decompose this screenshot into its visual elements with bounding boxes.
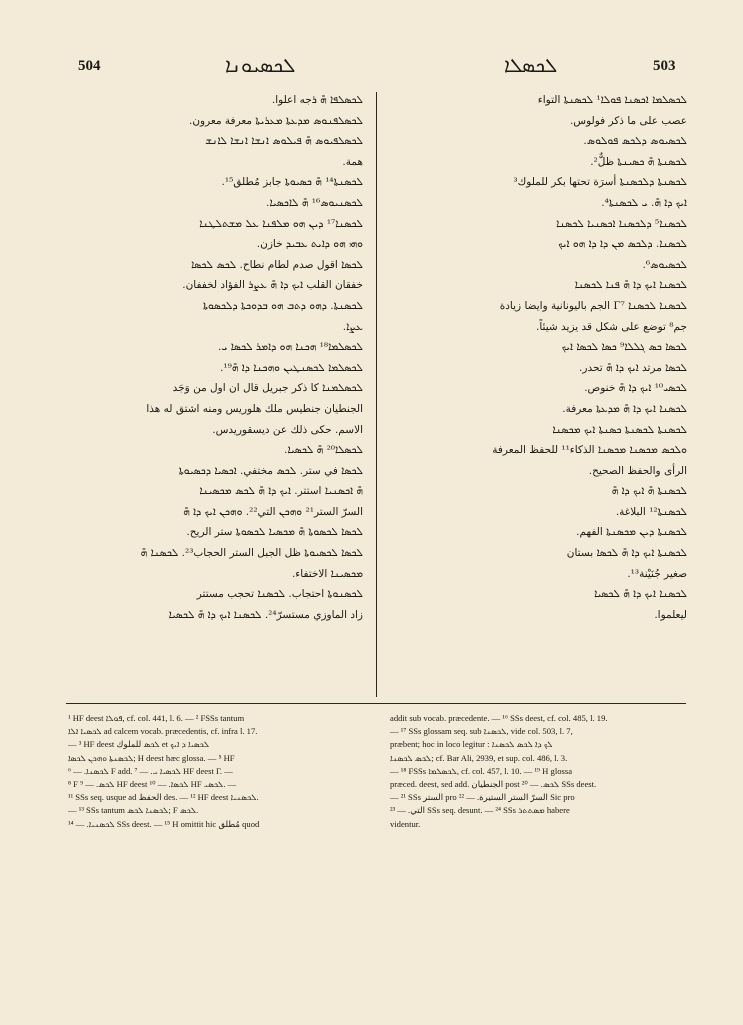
text-line: ܘܗܝ ܗܘ ܕܐܝܬ ܥܒܝܕ خازن. bbox=[256, 238, 363, 251]
text-line: ܠܟܣܢܐ ܐܝܟ ܕܐ ܗ̄ ܠܟܣܝܐ bbox=[594, 588, 687, 601]
text-line: ܠܟܣܝ¹⁰ ܐܝܟ ܕܐ ܗ̄ خنوص. bbox=[584, 382, 687, 395]
running-header-left: ܠܟܣܝܘܢܐ bbox=[225, 53, 296, 77]
right-column-text bbox=[390, 90, 687, 700]
text-line: جم⁸ توضع على شكل قد يزيد شيئاً. bbox=[536, 320, 687, 333]
text-line: الجنطيان جنطيس ملك هلوريس ومنه اشتق له هذا bbox=[146, 402, 363, 415]
text-line: ܠܟܣܠܡܐ ܐܟܣܢܐ ܦܘܠܐ¹ ܠܟܣܢܬܐ التواء bbox=[537, 94, 687, 106]
text-line: ܠܟܣܢܬܐ ܗ̄ ܟܣܝܢܬܐ ظلٌّ². bbox=[590, 155, 687, 168]
text-line: ܠܟܣܢܘܬܐ احتجاب. ܠܟܣܢܐ تحجب مستتر bbox=[196, 588, 363, 601]
text-line: ܠܟܣܠܦܝܘܣ ܗ̄ ܦܝܠܘܣ ܐܢܫܐ ܐܢܫܐ ܠܐܢܫ bbox=[205, 135, 363, 148]
text-line: ܠܟܣܢܐ. ܕܠܟܣ ܡܢ ܕܐ ܕܐ ܗܘ ܐܝܟ bbox=[558, 238, 687, 251]
footnote-line: præced. deest, sed add. الجنطيان post ܠܟܣ. — ²⁰ SSs deest. bbox=[390, 779, 597, 790]
footnotes-left bbox=[68, 712, 364, 831]
text-line: ܠܟܣܐ اقول صدم لطام نطاح. ܠܟܣ ܠܟܣܐ bbox=[191, 258, 363, 271]
text-line: ܠܟܣܢܬܐ¹⁴ ܗ̄ ܟܣܝܘܬܐ جابز مُطلق¹⁵. bbox=[221, 176, 363, 189]
footnote-line: — ³ HF deest ܠܟܣ للملوك et ܠܟܣܝܐ ܕ ܐܝܟ bbox=[68, 739, 210, 750]
running-header-right: ܠܟܣܠܐ bbox=[504, 53, 558, 77]
text-line: ܠܟܣܢܬܐ ܐܝܟ ܕܐ ܗ̄ ܠܟܣܐ بستان bbox=[566, 547, 687, 560]
text-line: الرأى والحفظ الصحيح. bbox=[588, 464, 687, 477]
text-line: صغير جُنَيْنة¹³. bbox=[627, 567, 687, 580]
text-line: ܠܟܣܠܡܢܐ كا ذكر جبريل قال ان اول من وَجَد bbox=[172, 382, 363, 395]
footnote-rule bbox=[66, 703, 686, 704]
text-line: ܠܟܣܢܬܐ¹² البلاغة. bbox=[615, 505, 687, 518]
text-line: ܘܠܟܣ ܡܟܣܢܐ ܡܟܣܢܐ الذكاء¹¹ للحفظ المعرفة bbox=[492, 444, 687, 457]
text-line: ܠܟܣܢܐ¹⁷ ܕܝܢ ܗܘ ܡܠܦܢܐ ܥܠ ܡܫܬܠܛܢܐ bbox=[199, 217, 363, 230]
footnote-line: ܠܟܣܢܬܐ ܘܗܟܢ ܠܟܣܐ; H deest hæc glossa. — ⁵ HF bbox=[68, 752, 235, 763]
text-line: ܠܟܣܢܬܐ ܠܟܣܢܬܐ ܟܣܢܬܐ ܐܝܟ ܡܟܣܢܐ bbox=[552, 423, 687, 436]
footnote-line: ܠܟܣ ܠܟܣܢܐ; cf. Bar Ali, 2939, et sup. col. 486, l. 3. bbox=[390, 752, 568, 763]
text-line: ܠܟܣܢܐ ܠܟܣܢܐ Γ⁷ الجم باليونانية وايضا زيادة bbox=[499, 299, 687, 312]
text-line: زاد الماوزي مستسرّ²⁴. ܠܟܣܢܐ ܐܝܟ ܕܐ ܗ̄ ܠܟܣܝܐ bbox=[168, 608, 363, 621]
text-line: السرّ الستر²¹ ܘܗܟܢ التي²². ܘܗܟܢ ܐܝܟ ܕܐ ܗ̄ bbox=[183, 505, 363, 518]
text-line: همة. bbox=[342, 155, 363, 168]
footnotes-right bbox=[390, 712, 686, 831]
footnote-line: التي. — ²³ SSs seq. desunt. — ²⁴ SSs ܡܣܬܬܪ habere bbox=[390, 805, 570, 816]
text-line: ܠܟܣܠܡܐ¹⁸ ܗܟܢܐ ܗܘ ܕܐܡܪ ܠܟܣܐ ܝ. bbox=[217, 341, 363, 354]
column-divider bbox=[376, 92, 377, 697]
text-line: ܥܨܐ. bbox=[342, 320, 363, 333]
footnote-line: videntur. bbox=[390, 818, 421, 829]
text-line: ܠܟܣܐ مرتد ܐܝܟ ܕܐ ܗ̄ تحدر. bbox=[579, 361, 687, 374]
page-number-right: 503 bbox=[653, 58, 676, 74]
footnote-line: — ¹⁸ FSSs ܠܟܣܠܡܐ, cf. col. 457, l. 10. — ¹⁹ H glossa bbox=[390, 765, 573, 776]
text-line: ܠܟܣܠܡܐ ܠܟܣܢܛܝܢ ܘܗܟܢܐ ܕܐ ܗ̄¹⁹. bbox=[220, 361, 363, 374]
footnote-line: ¹¹ SSs seq. usque ad الحفظ des. — ¹² HF deest ܠܟܣܢܝܐ. bbox=[68, 792, 259, 803]
footnote-line: — ¹⁷ SSs glossam seq. sub ܠܟܣܢܐ, vide col. 503, l. 7, bbox=[390, 726, 573, 737]
page-number-left: 504 bbox=[78, 58, 101, 74]
footnote-line: — ²¹ SSs الستر pro السرّ الستر الستيرة. — ²² Sic pro bbox=[390, 792, 575, 803]
text-line: الاسم. حكى ذلك عن ديسقوريدس. bbox=[212, 423, 363, 436]
text-line: ܠܟܣܠܦܐ ܗ̄ ܪجه اعلوا. bbox=[271, 94, 363, 106]
text-line: ܠܟܣܠܐ²⁰ ܗ̄ ܠܟܣܝܐ. bbox=[284, 444, 363, 457]
footnote-line: ⁸ F ܠܟܣ. — ⁹ HF deest ܠܟܣܐ. — ¹⁰ HF ܠܟܣܝ. — bbox=[68, 779, 237, 790]
text-line: ܠܟܣܝܘܣ ܕܠܟܣ ܦܘܠܘܣ. bbox=[583, 135, 687, 148]
text-line: ܗ̄ ܐܟܣܢܝܐ استتر. ܐܝܟ ܕܐ ܗ̄ ܠܟܣ ܡܟܣܝܢܐ bbox=[199, 485, 363, 498]
text-line: خفقان القلب ܐܝܟ ܕܐ ܗ̄ ܥܨܪ الفؤاد لخففان. bbox=[182, 279, 363, 292]
text-line: عصب على ما ذكر فولوس. bbox=[569, 114, 687, 127]
text-line: ܠܟܣܢܐ ܐܝܟ ܕܐ ܗ̄ ܡܕܥܬܐ معرفة. bbox=[562, 402, 687, 415]
text-line: ܠܟܣܢܬܐ ܕܠܟܣܢܬܐ أسرَة تحتها بكر للملوك³ bbox=[513, 176, 687, 189]
text-line: ܠܟܣܢܝܘܣ¹⁶ ܗ̄ ܠܐܟܣܝܐ. bbox=[266, 196, 363, 209]
text-line: ܠܟܣܢܬܐ ܕܝܢ ܡܟܣܢܬܐ الفهم. bbox=[576, 526, 687, 539]
text-line: ܠܟܣܢܐ ܐܝܟ ܕܐ ܗ̄ ܦܢܐ ܠܟܣܢܐ bbox=[574, 279, 687, 292]
text-line: ܠܟܣܢܐ⁵ ܕܠܟܣܢܐ ܐܟܣܢܝܐ ܠܟܣܢܐ bbox=[556, 217, 687, 230]
footnote-line: ܠܟܣܢܝܐ. — ¹⁴ SSs deest. — ¹⁵ H omittit hic مُطلق quod bbox=[68, 818, 260, 829]
footnote-line: ¹ HF deest ܦܘܠܐ, cf. col. 441, l. 6. — ² FSSs tantum bbox=[68, 713, 245, 723]
text-line: ܡܟܣܝܢܐ الاختفاء. bbox=[291, 567, 363, 580]
text-line: ܠܟܣܐ في ستر. ܠܟܣ مختفي. ܐܟܣܝܐ ܕܟܣܝܘܬܐ bbox=[178, 464, 363, 477]
text-line: ܠܟܣܠܦܢܘܣ ܡܕܥܬܐ ܡܥܪܝܬܐ معرفة معرون. bbox=[188, 114, 363, 127]
text-line: ليعلموا. bbox=[654, 608, 687, 621]
footnote-line: — ¹³ SSs tantum ܠܟܣܢܐ ܠܟܣ; F ܠܟܣ. bbox=[68, 805, 199, 816]
text-line: ܠܟܣܢܬܐ. ܕܗܘ ܕܬܒ ܗܘ ܒܕܘܟܬܐ ܕܠܟܣܘܬܐ bbox=[202, 299, 363, 312]
text-line: ܠܟܣܐ ܟܣ ܓܠܠܐ⁹ ܟܣܐ ܠܟܣܐ ܐܝܟ bbox=[561, 341, 687, 354]
footnote-line: præbent; hoc in loco legitur : ܠܟ ܕܐ ܠܟܣ ܠܟܣܢܐ bbox=[390, 739, 553, 750]
text-line: ܠܟܣܢܬܐ ܗ̄ ܐܝܟ ܕܐ ܗ̄ bbox=[611, 485, 687, 498]
footnote-line: addit sub vocab. præcedente. — ¹⁶ SSs deest, cf. col. 485, l. 19. bbox=[390, 713, 608, 723]
text-line: ܠܟܣܐ ܠܟܣܝܘܬܐ ظل الجبل الستر الحجاب²³. ܠܟܣܢܐ ܗ̄ bbox=[140, 547, 363, 560]
footnote-line: ܠܟܣܢܐ. — ⁶ F add. ܠܟܣܝܐ ܝ. — ⁷ HF deest Γ. — bbox=[68, 765, 233, 776]
text-line: ܠܟܣܐ ܠܟܣܘܬܐ ܗ̄ ܡܟܣܝܐ ܠܟܣܘܬܐ ستر الريح. bbox=[186, 526, 363, 539]
footnote-line: ܠܟܣܝܐ ܐܠܐ ad calcem vocab. præcedentis, cf. infra l. 17. bbox=[68, 726, 258, 737]
text-line: ܐܝܟ ܕܐ ܗ̄. ܝ ܠܟܣܢܬܐ⁴. bbox=[601, 196, 687, 209]
text-line: ܠܟܣܝܘܣ⁶. bbox=[642, 258, 687, 271]
left-column-text bbox=[66, 90, 363, 700]
